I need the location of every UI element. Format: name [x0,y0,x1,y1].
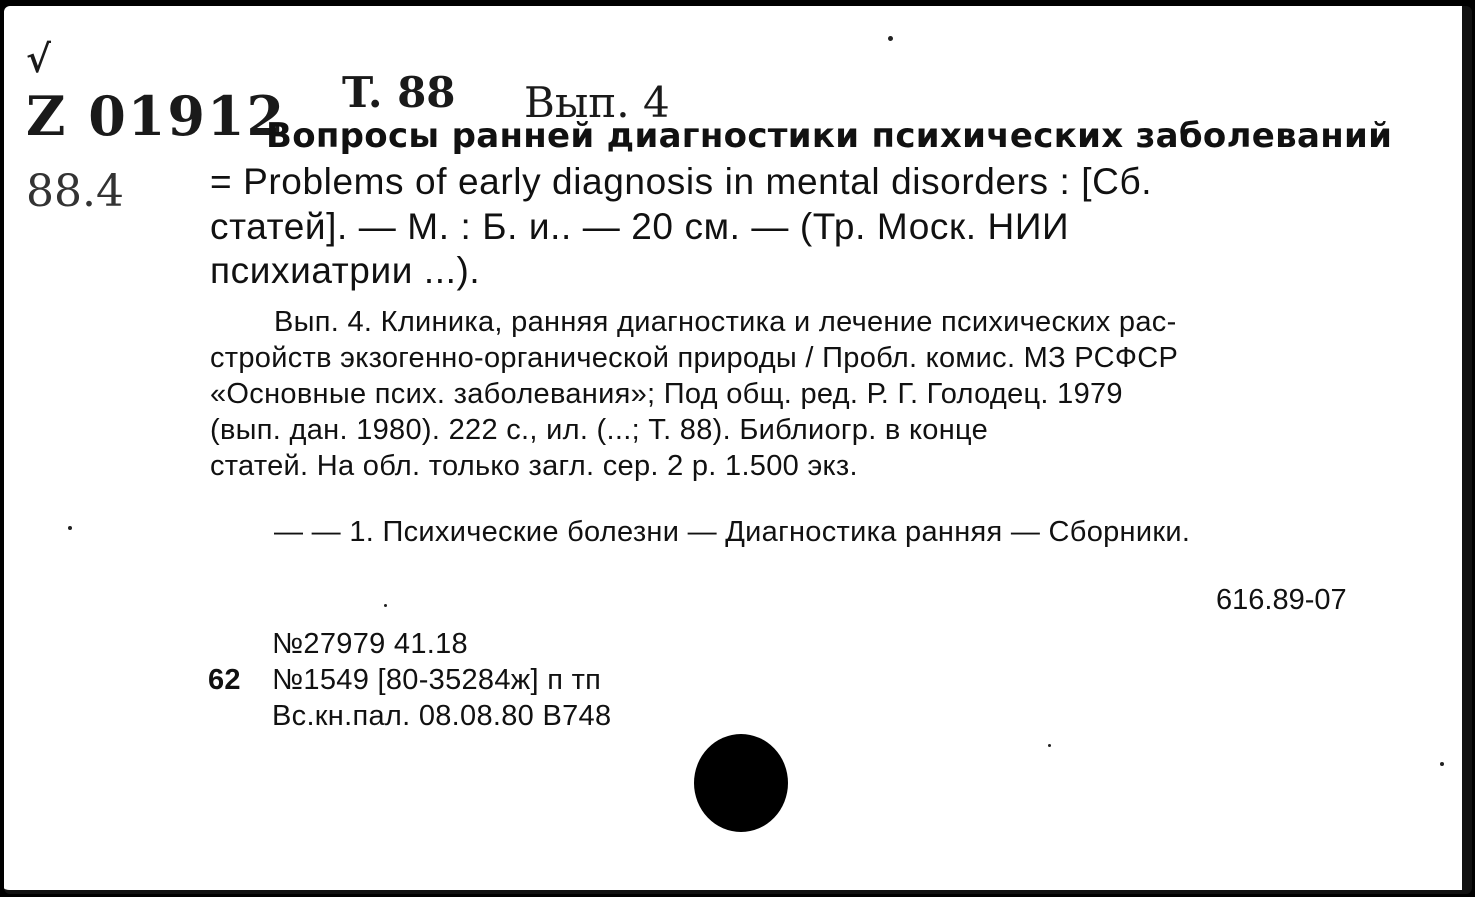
udc-code: 616.89-07 [1216,584,1347,616]
registration-line-1: №27979 41.18 [272,628,468,660]
speck [1048,744,1051,747]
speck [384,604,387,607]
punch-hole [694,734,788,832]
speck [68,526,72,530]
handwritten-class-code: 88.4 [26,166,124,217]
title-russian: Вопросы ранней диагностики психических заболеваний [266,116,1393,156]
description-line: (вып. дан. 1980). 222 с., ил. (...; Т. 88). Библиогр. в конце [210,414,989,446]
catalog-card [4,6,1472,894]
description-line: Вып. 4. Клиника, ранняя диагностика и лечение психических рас- [274,306,1177,338]
handwritten-volume: T. 88 [342,68,456,117]
subject-heading: — — 1. Психические болезни — Диагностика ранняя — Сборники. [274,516,1191,548]
description-line: статей. На обл. только загл. сер. 2 р. 1.500 экз. [210,450,858,482]
registration-prefix: 62 [208,664,241,696]
speck [888,36,893,41]
registration-line-2: №1549 [80-35284ж] п тп [272,664,602,696]
speck [1440,762,1444,766]
publication-line: статей]. — М. : Б. и.. — 20 см. — (Тр. Моск. НИИ [210,206,1070,247]
series-line: психиатрии ...). [210,250,481,291]
registration-line-3: Вс.кн.пал. 08.08.80 В748 [272,700,612,732]
handwritten-code: Z 01912 [26,84,287,148]
handwritten-check-mark: √ [26,36,51,81]
handwritten-issue: Вып. 4 [524,78,670,127]
title-english: = Problems of early diagnosis in mental disorders : [Сб. [210,161,1153,202]
description-line: стройств экзогенно-органической природы / Пробл. комис. МЗ РСФСР [210,342,1179,374]
description-line: «Основные псих. заболевания»; Под общ. ред. Р. Г. Голодец. 1979 [210,378,1123,410]
